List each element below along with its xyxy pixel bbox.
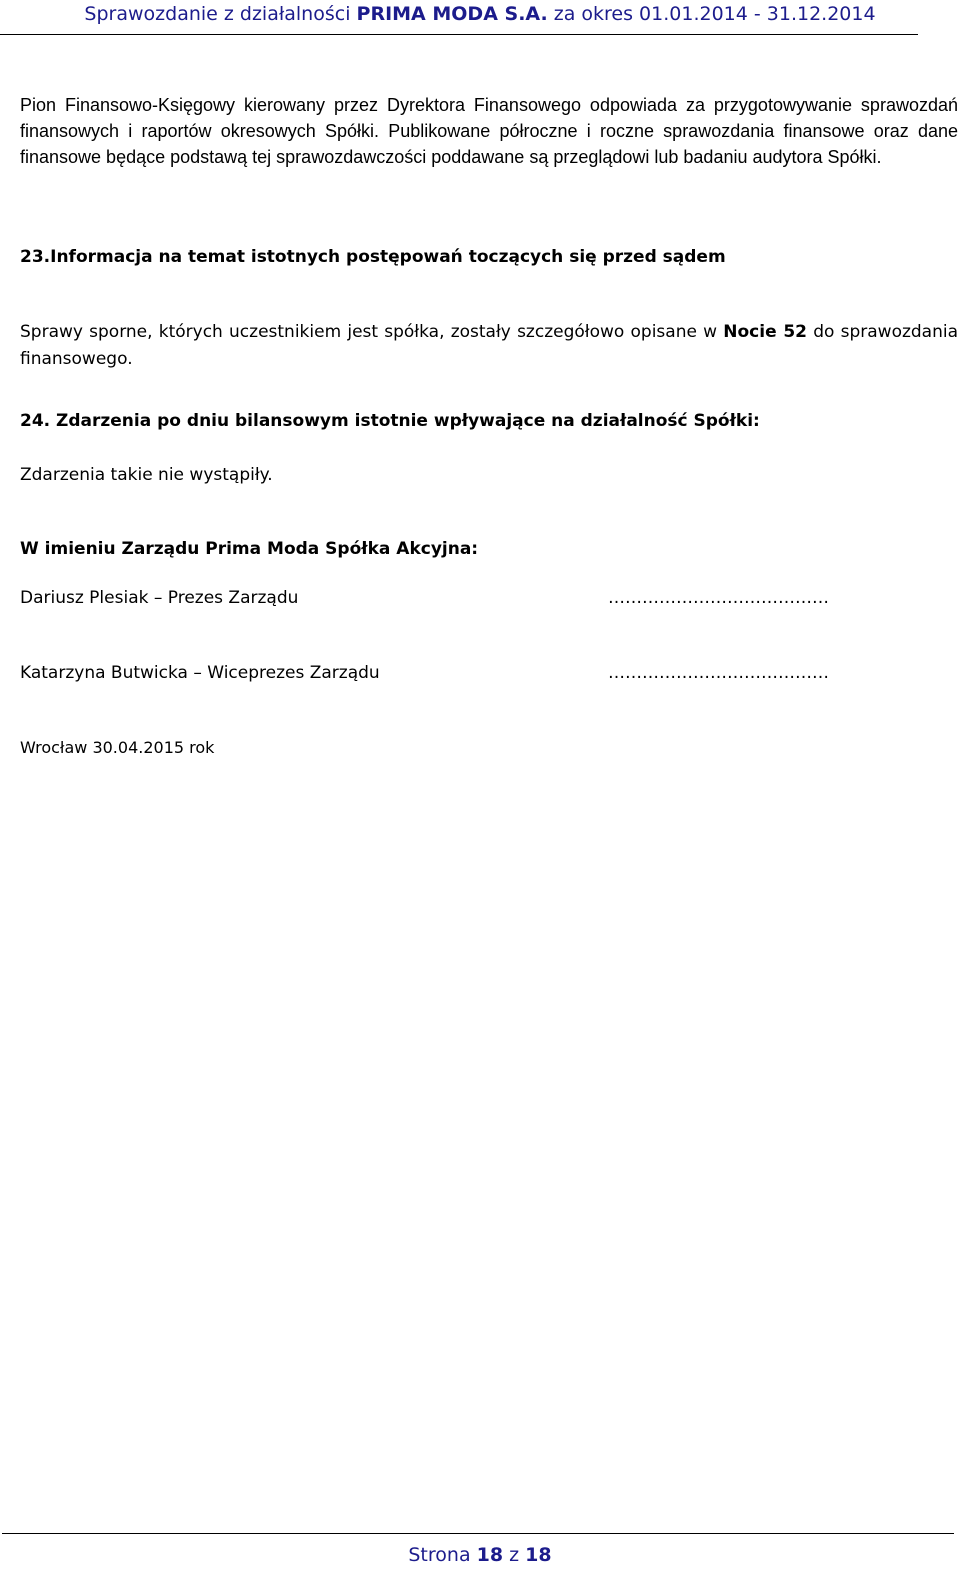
section-23-heading: 23.Informacja na temat istotnych postępowań toczących się przed sądem: [20, 247, 726, 267]
page-header: [0, 0, 960, 34]
footer-page-number: 18: [476, 1544, 504, 1566]
signatory-name: Dariusz Plesiak – Prezes Zarządu: [20, 588, 299, 608]
page-footer: [0, 1544, 960, 1566]
signatures-title: W imieniu Zarządu Prima Moda Spółka Akcyjna:: [20, 539, 479, 559]
section-23-text: [20, 319, 958, 373]
section-24-heading: 24. Zdarzenia po dniu bilansowym istotnie wpływające na działalność Spółki:: [20, 411, 760, 431]
signatory-name: Katarzyna Butwicka – Wiceprezes Zarządu: [20, 663, 380, 683]
signature-line: …………………………………: [608, 663, 829, 683]
note-reference: Nocie 52: [723, 322, 807, 342]
footer-label: Strona: [408, 1544, 477, 1566]
footer-total-pages: 18: [525, 1544, 552, 1566]
footer-divider: [2, 1533, 954, 1534]
paragraph-financial-department: Pion Finansowo-Księgowy kierowany przez Dyrektora Finansowego odpowiada za przygotowywanie sprawozdań finansowych i raportów okresowych Spółki. Publikowane półroczne i roczne sprawozdania finansowe oraz dane finansowe będące podstawą tej sprawozdawczości poddawane są przeglądowi lub badaniu audytora Spółki.: [20, 95, 958, 167]
place-date: Wrocław 30.04.2015 rok: [20, 738, 215, 757]
footer-of: z: [503, 1544, 526, 1566]
header-company: PRIMA MODA S.A.: [356, 3, 548, 25]
header-divider: [0, 34, 918, 35]
header-period: za okres 01.01.2014 - 31.12.2014: [547, 3, 876, 25]
section-24-text: Zdarzenia takie nie wystąpiły.: [20, 465, 273, 485]
header-prefix: Sprawozdanie z działalności: [84, 3, 357, 25]
signature-line: …………………………………: [608, 588, 829, 608]
section-23-text-after: do sprawozdania finansowego.: [20, 322, 959, 369]
section-23-text-before: Sprawy sporne, których uczestnikiem jest spółka, zostały szczegółowo opisane w: [20, 322, 724, 342]
